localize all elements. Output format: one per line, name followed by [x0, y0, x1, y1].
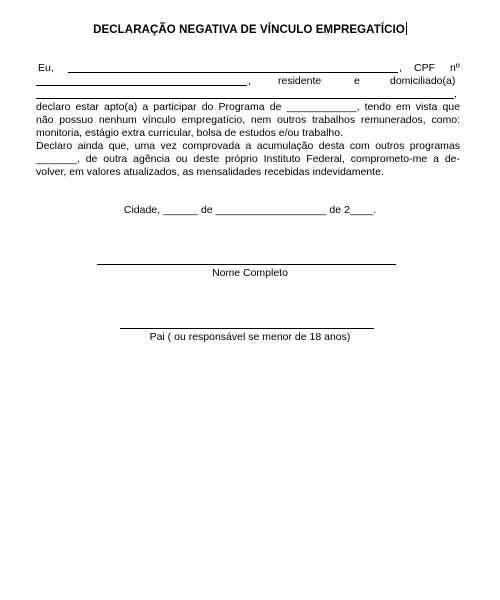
full-name-label: Nome Completo	[212, 267, 288, 279]
cpf-label: CPF	[414, 62, 435, 74]
cpf-blank-field[interactable]	[36, 75, 247, 86]
residente-label: residente	[278, 75, 322, 87]
cpf-number-label: nº	[450, 62, 460, 74]
paragraph1-line: monitoria, estágio extra curricular, bolsa de estudos e/ou trabalho.	[36, 127, 344, 139]
paragraph2-line: Declaro ainda que, uma vez comprovada a acumulação desta com outros programas	[36, 140, 460, 152]
e-label: e	[354, 75, 360, 87]
name-blank-field[interactable]	[68, 62, 398, 73]
signature-line-parent[interactable]	[120, 328, 374, 329]
address-blank-field[interactable]	[36, 88, 454, 99]
document-title	[0, 22, 500, 36]
date-location-line: Cidade, ______ de ___________________ de 2____.	[123, 204, 377, 216]
address-comma: ,	[454, 88, 457, 100]
document-title-text: DECLARAÇÃO NEGATIVA DE VÍNCULO EMPREGATÍCIO	[93, 24, 405, 36]
signature-line-full-name[interactable]	[97, 264, 396, 265]
cpf-comma: ,	[248, 75, 251, 87]
address-line	[36, 88, 460, 101]
name-cpf-line	[36, 62, 460, 75]
domiciliado-label: domiciliado(a)	[390, 75, 456, 87]
eu-label: Eu,	[38, 62, 54, 74]
name-comma: ,	[399, 62, 402, 74]
paragraph2-line: _______, de outra agência ou deste próprio Instituto Federal, comprometo-me a de-	[36, 153, 460, 165]
paragraph2-line: volver, em valores atualizados, as mensalidades recebidas indevidamente.	[36, 166, 384, 178]
cpf-residence-line	[36, 75, 460, 88]
text-cursor	[406, 22, 407, 35]
parent-guardian-label: Pai ( ou responsável se menor de 18 anos)	[149, 331, 351, 343]
paragraph1-line: declaro estar apto(a) a participar do Programa de ____________, tendo em vista que	[36, 101, 460, 113]
paragraph1-line: não possuo nenhum vínculo empregatício, nem outros trabalhos remunerados, como:	[36, 114, 460, 126]
